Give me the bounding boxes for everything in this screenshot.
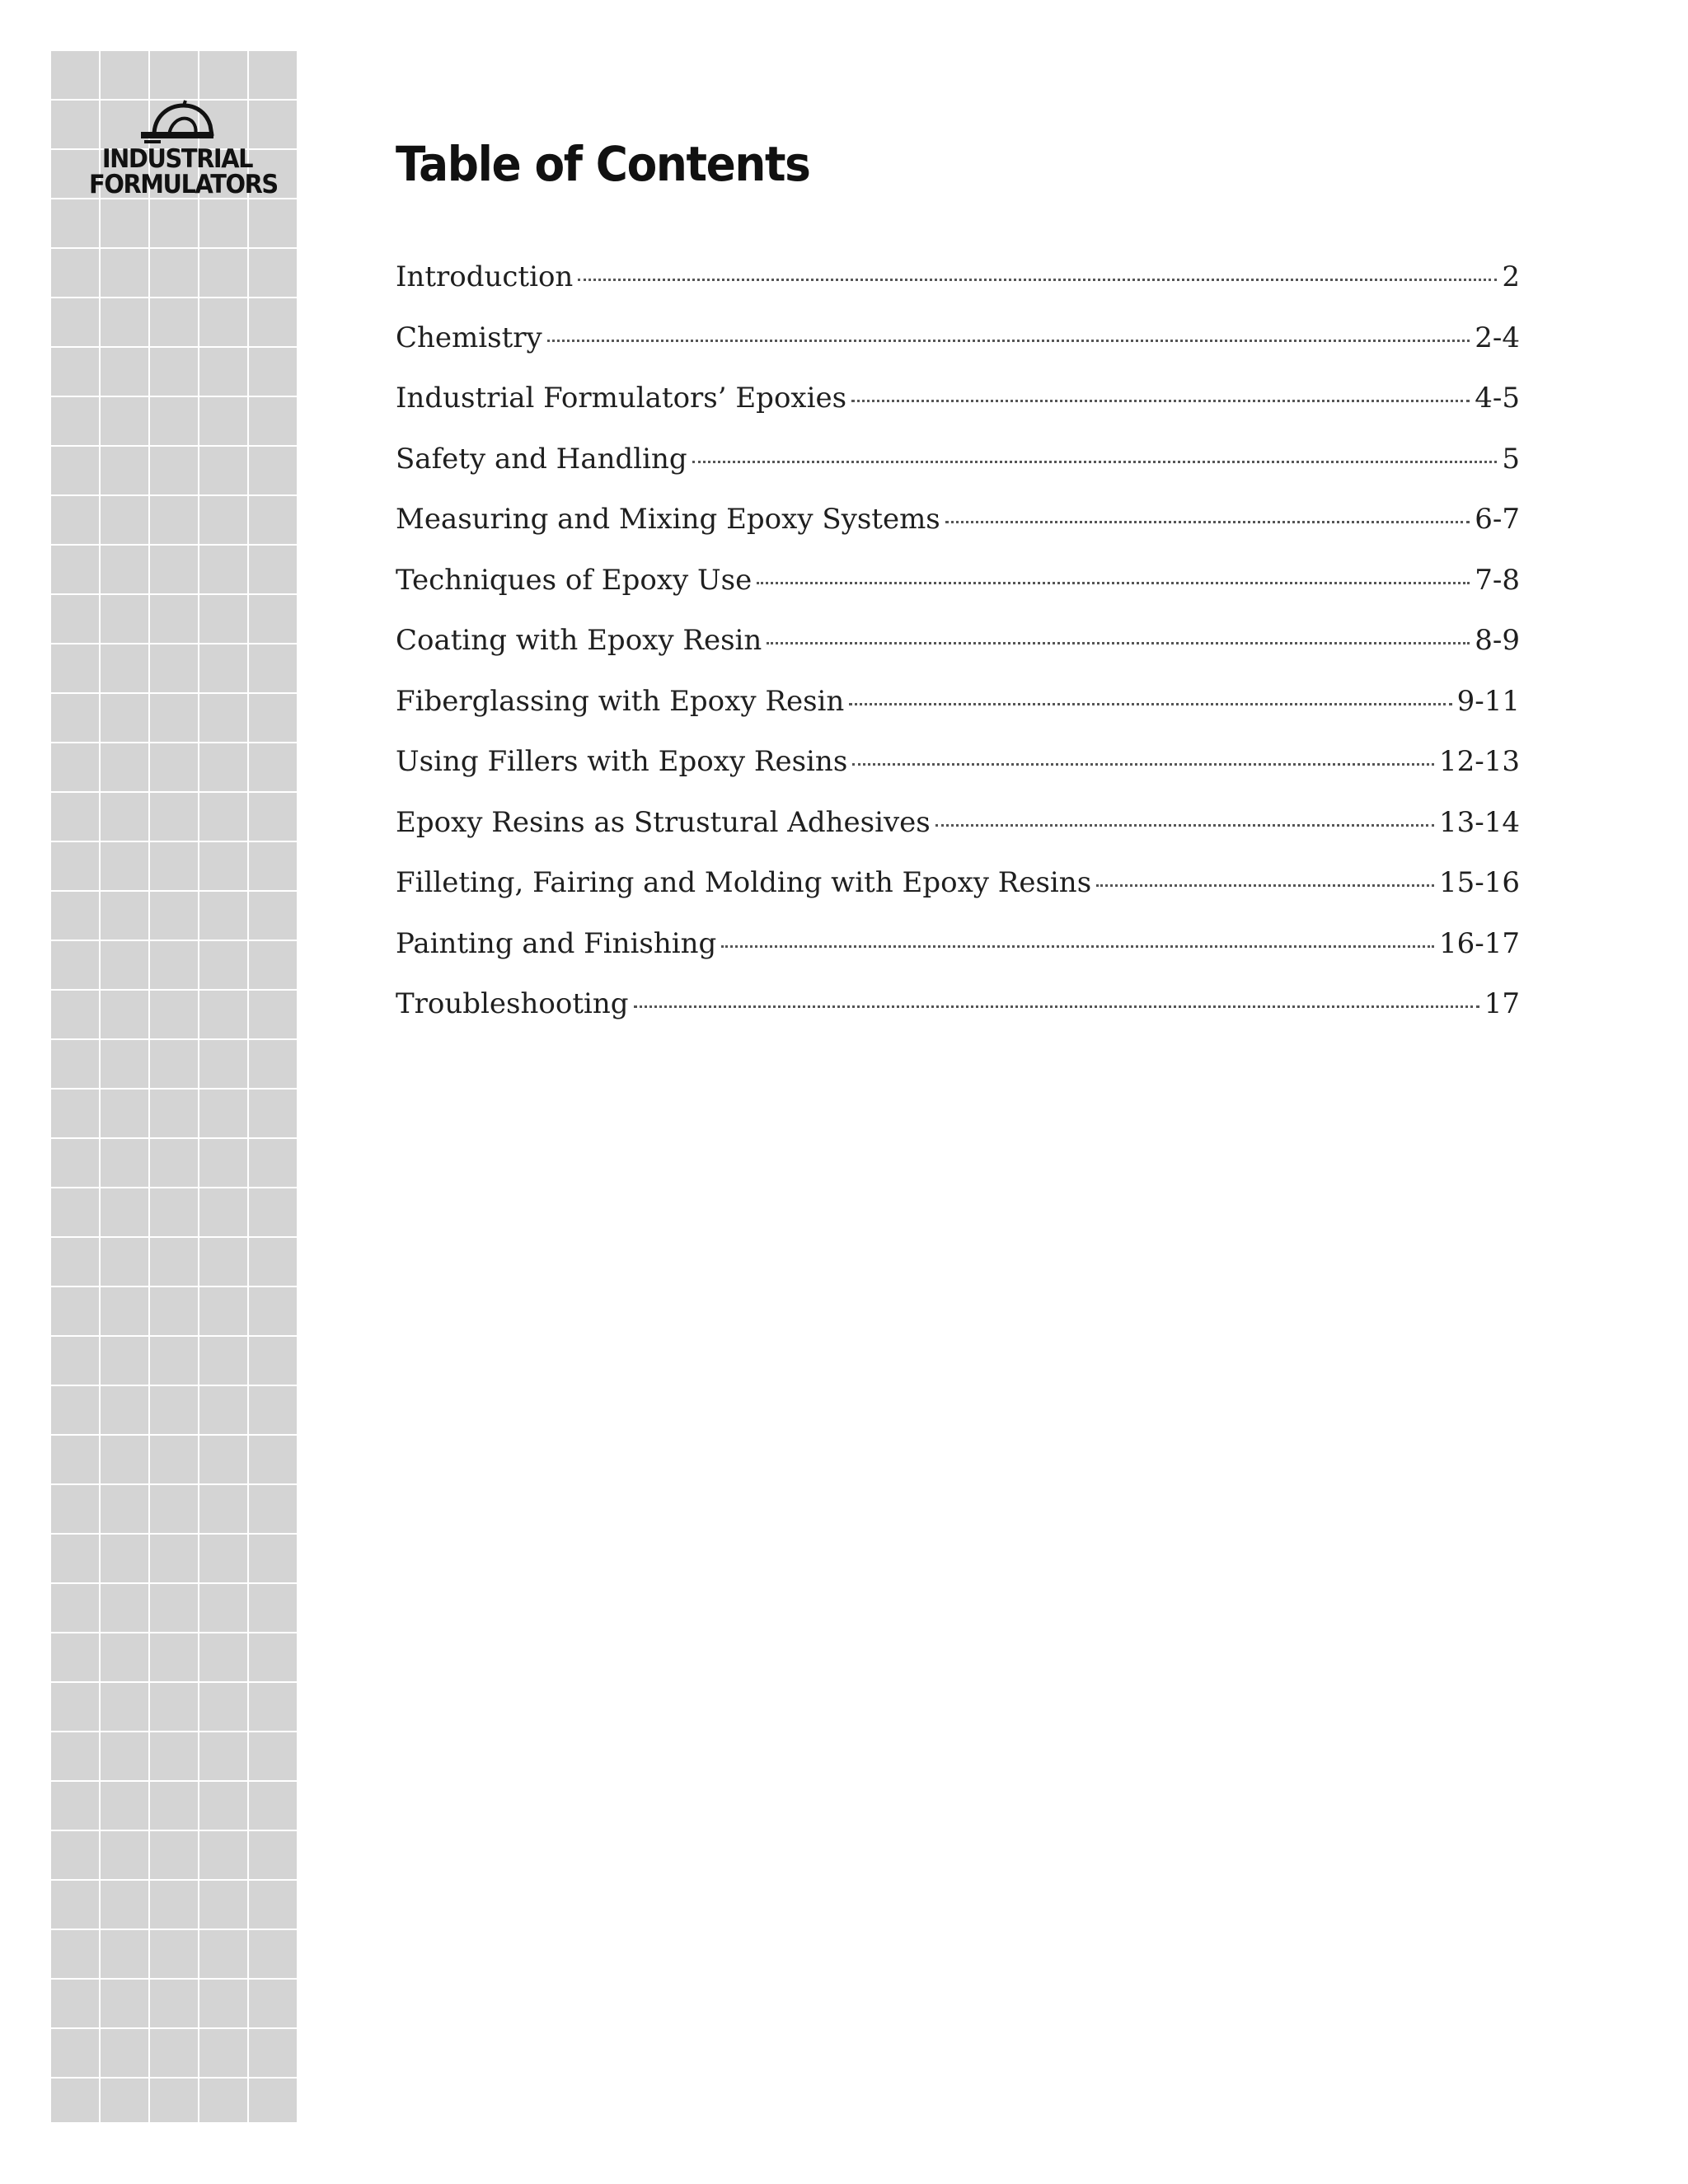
dot-leader: [851, 400, 1470, 402]
toc-entry-label: Fiberglassing with Epoxy Resin: [396, 684, 845, 718]
toc-entry-techniques[interactable]: [396, 551, 1520, 612]
toc-entry-page: 17: [1484, 987, 1520, 1020]
toc-entry-page: 4-5: [1475, 382, 1520, 415]
logo-text-line-1: INDUSTRIAL: [101, 144, 253, 174]
toc-entry-label: Chemistry: [396, 321, 542, 354]
toc-entry-label: Filleting, Fairing and Molding with Epoxy Resins: [396, 866, 1092, 899]
toc-entry-page: 12-13: [1438, 745, 1520, 778]
toc-entry-label: Coating with Epoxy Resin: [396, 624, 762, 657]
sidebar-grid-panel: [49, 49, 297, 2122]
dot-leader: [852, 763, 1434, 766]
toc-entry-label: Industrial Formulators’ Epoxies: [396, 382, 847, 415]
dot-leader: [721, 945, 1434, 948]
toc-entry-page: 9-11: [1456, 684, 1520, 718]
toc-entry-introduction[interactable]: [396, 247, 1520, 308]
toc-entry-filleting[interactable]: [396, 853, 1520, 914]
toc-entry-page: 2: [1502, 260, 1520, 293]
toc-entry-page: 7-8: [1475, 563, 1520, 597]
toc-entry-page: 13-14: [1438, 805, 1520, 839]
toc-entry-fillers[interactable]: [396, 732, 1520, 793]
toc-entry-page: 2-4: [1475, 321, 1520, 354]
dot-leader: [767, 642, 1470, 644]
logo-text-line-2: FORMULATORS: [89, 170, 278, 199]
table-of-contents: [396, 247, 1520, 1035]
dot-leader: [945, 521, 1470, 523]
dot-leader: [692, 461, 1498, 463]
toc-entry-page: 15-16: [1438, 866, 1520, 899]
toc-entry-label: Using Fillers with Epoxy Resins: [396, 745, 848, 778]
dot-leader: [849, 703, 1451, 705]
toc-entry-epoxies[interactable]: [396, 368, 1520, 429]
toc-entry-label: Measuring and Mixing Epoxy Systems: [396, 503, 940, 536]
helmet-icon: [136, 99, 218, 148]
toc-entry-page: 8-9: [1475, 624, 1520, 657]
toc-entry-page: 6-7: [1475, 503, 1520, 536]
dot-leader: [547, 340, 1470, 342]
toc-entry-label: Troubleshooting: [396, 987, 629, 1020]
toc-entry-chemistry[interactable]: [396, 308, 1520, 369]
dot-leader: [935, 824, 1434, 827]
brand-logo: [82, 99, 278, 206]
dot-leader: [757, 582, 1470, 584]
dot-leader: [1096, 884, 1434, 887]
toc-entry-label: Safety and Handling: [396, 442, 687, 476]
dot-leader: [634, 1005, 1479, 1008]
toc-entry-adhesives[interactable]: [396, 793, 1520, 854]
toc-entry-label: Painting and Finishing: [396, 926, 717, 960]
toc-entry-measuring[interactable]: [396, 490, 1520, 551]
toc-entry-label: Techniques of Epoxy Use: [396, 563, 753, 597]
toc-entry-page: 5: [1502, 442, 1520, 476]
toc-entry-painting[interactable]: [396, 914, 1520, 975]
toc-entry-label: Epoxy Resins as Strustural Adhesives: [396, 805, 931, 839]
toc-entry-safety[interactable]: [396, 429, 1520, 490]
toc-entry-fiberglassing[interactable]: [396, 672, 1520, 733]
toc-entry-label: Introduction: [396, 260, 574, 293]
toc-entry-troubleshooting[interactable]: [396, 974, 1520, 1035]
page-title: Table of Contents: [396, 136, 810, 192]
dot-leader: [578, 279, 1497, 281]
toc-entry-coating[interactable]: [396, 611, 1520, 672]
toc-entry-page: 16-17: [1438, 926, 1520, 960]
